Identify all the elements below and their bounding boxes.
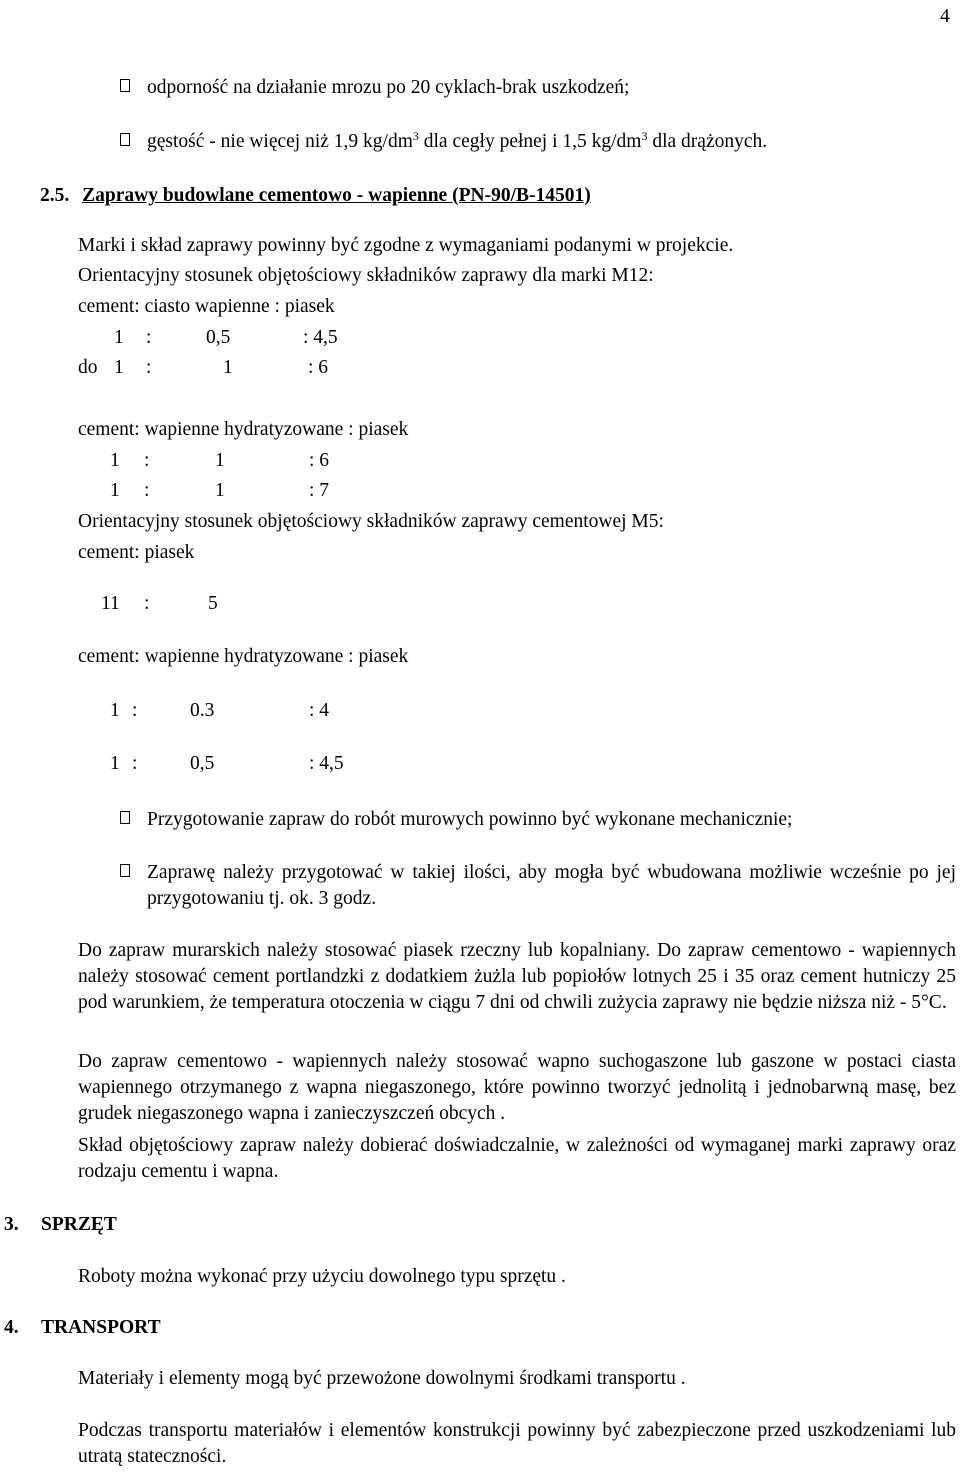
- text-line: Marki i skład zaprawy powinny być zgodne z wymaganiami podanymi w projekcie.: [78, 235, 734, 256]
- bullet-icon: [117, 861, 135, 879]
- bullet-icon: [117, 808, 135, 826]
- ratio-value: 1: [114, 327, 124, 348]
- bullet-item: Przygotowanie zapraw do robót murowych powinno być wykonane mechanicznie;: [147, 809, 793, 830]
- ratio-value: :: [146, 357, 152, 378]
- ratio-value: 1: [223, 357, 233, 378]
- ratio-value: do: [78, 357, 98, 378]
- section-heading: 2.5. Zaprawy budowlane cementowo - wapienne (PN-90/B-14501): [40, 185, 591, 206]
- ratio-value: : 6: [308, 357, 329, 378]
- ratio-value: 1: [110, 753, 120, 774]
- ratio-value: :: [144, 450, 150, 471]
- text-line: Orientacyjny stosunek objętościowy składników zaprawy cementowej M5:: [78, 511, 664, 532]
- ratio-value: : 6: [309, 450, 330, 471]
- ratio-value: :: [146, 327, 152, 348]
- ratio-value: 1: [110, 480, 120, 501]
- ratio-header: cement: wapienne hydratyzowane : piasek: [78, 419, 409, 440]
- ratio-value: 0,5: [190, 753, 215, 774]
- bullet-icon: [117, 76, 135, 94]
- ratio-value: :: [144, 593, 150, 614]
- ratio-value: : 4,5: [309, 753, 344, 774]
- bullet-item: gęstość - nie więcej niż 1,9 $kg/dm^3$ dla cegły pełnej i 1,5 $kg/dm^3$ dla drążonych.: [147, 129, 768, 152]
- ratio-value: 0.3: [190, 700, 215, 721]
- ratio-value: 1: [110, 700, 120, 721]
- ratio-value: 0,5: [206, 327, 231, 348]
- ratio-value: 1: [110, 450, 120, 471]
- ratio-value: : 7: [309, 480, 330, 501]
- ratio-value: 1: [114, 357, 124, 378]
- ratio-value: 1: [215, 480, 225, 501]
- ratio-header: cement: wapienne hydratyzowane : piasek: [78, 646, 409, 667]
- ratio-header: cement: ciasto wapienne : piasek: [78, 296, 335, 317]
- bullet-icon: [117, 130, 135, 148]
- text-line: Roboty można wykonać przy użyciu dowolnego typu sprzętu .: [78, 1266, 566, 1287]
- ratio-value: 11: [101, 593, 120, 614]
- section-heading: 4. TRANSPORT: [4, 1317, 161, 1338]
- ratio-value: : 4,5: [303, 327, 338, 348]
- text-line: Orientacyjny stosunek objętościowy składników zaprawy dla marki M12:: [78, 265, 654, 286]
- ratio-value: :: [132, 753, 138, 774]
- ratio-header: cement: piasek: [78, 542, 195, 563]
- ratio-value: 1: [215, 450, 225, 471]
- ratio-value: : 4: [309, 700, 330, 721]
- ratio-value: :: [132, 700, 138, 721]
- page-number: 4: [940, 6, 950, 27]
- ratio-value: :: [144, 480, 150, 501]
- paragraph: Do zapraw murarskich należy stosować piasek rzeczny lub kopalniany. Do zapraw cementowo - wapiennych należy stosować cement portlandzki z dodatkiem żużla lub popiołów lotnych 25 i 35 oraz cement hutniczy 25 pod warunkiem, że temperatura otoczenia w ciągu 7 dni od chwili zużycia zaprawy nie będzie niższa niż - 5°C.: [78, 940, 956, 1013]
- ratio-value: 5: [208, 593, 218, 614]
- bullet-item: odporność na działanie mrozu po 20 cyklach-brak uszkodzeń;: [147, 77, 630, 98]
- bullet-item: Zaprawę należy przygotować w takiej ilości, aby mogła być wbudowana możliwie wcześnie po jej przygotowaniu tj. ok. 3 godz.: [147, 862, 956, 909]
- paragraph: Skład objętościowy zapraw należy dobierać doświadczalnie, w zależności od wymaganej marki zaprawy oraz rodzaju cementu i wapna.: [78, 1135, 956, 1182]
- section-heading: 3. SPRZĘT: [4, 1214, 117, 1235]
- paragraph: Do zapraw cementowo - wapiennych należy stosować wapno suchogaszone lub gaszone w postaci ciasta wapiennego otrzymanego z wapna niegaszonego, które powinno tworzyć jednolitą i jednobarwną masę, bez grudek niegaszonego wapna i zanieczyszczeń obcych .: [78, 1051, 956, 1124]
- paragraph: Podczas transportu materiałów i elementów konstrukcji powinny być zabezpieczone przed uszkodzeniami lub utratą stateczności.: [78, 1420, 956, 1467]
- text-line: Materiały i elementy mogą być przewożone dowolnymi środkami transportu .: [78, 1368, 686, 1389]
